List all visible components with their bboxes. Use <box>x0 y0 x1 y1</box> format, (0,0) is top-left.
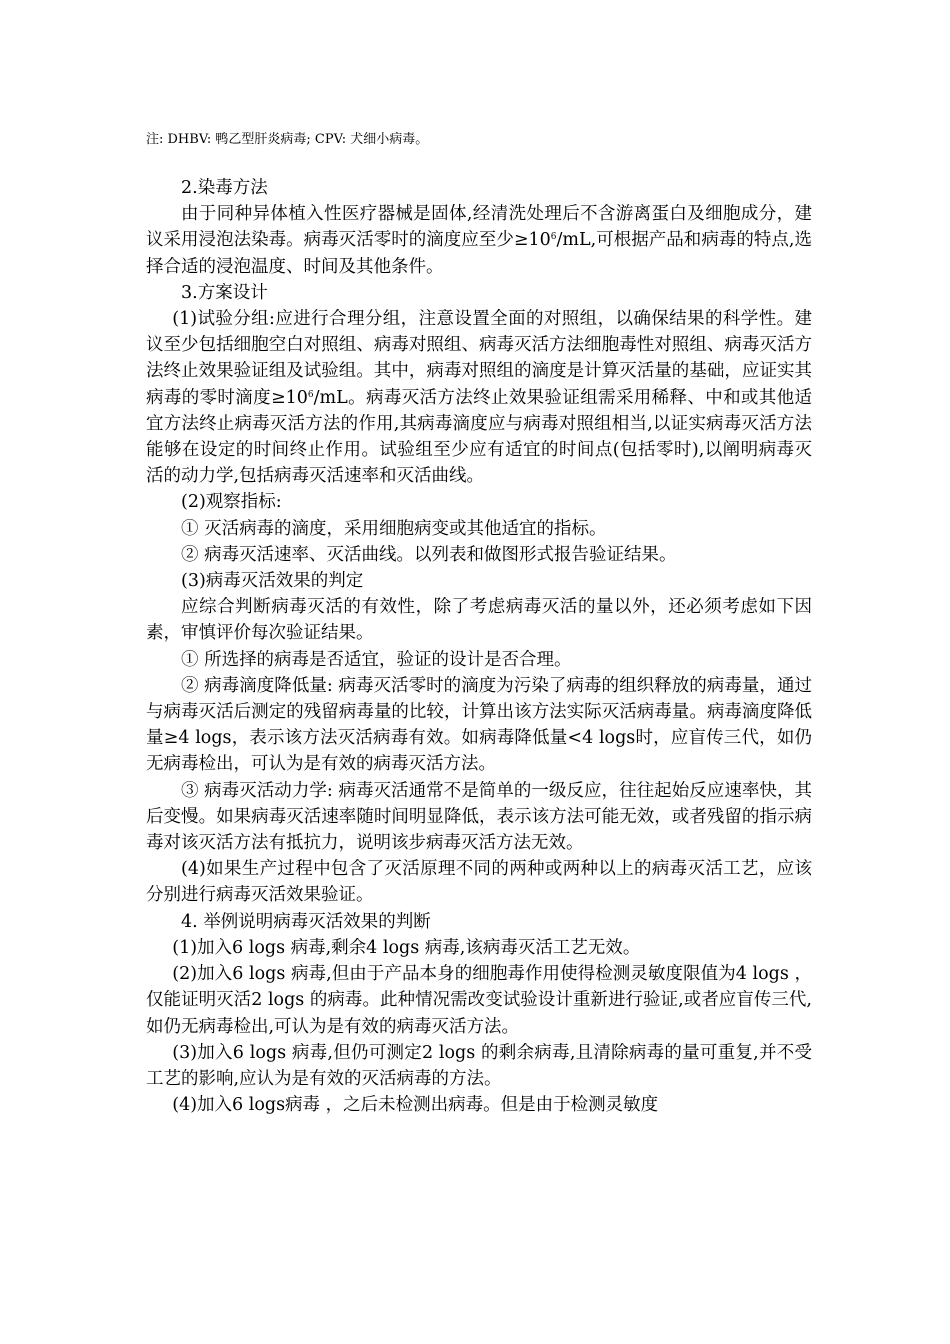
section-4-item-3: (3)加入6 logs 病毒,但仍可测定2 logs 的剩余病毒,且清除病毒的量可重复,并不受工艺的影响,应认为是有效的灭活病毒的方法。 <box>146 1042 812 1089</box>
section-3-title: 3.方案设计 <box>181 282 268 303</box>
section-3-2-title: (2)观察指标: <box>181 492 282 513</box>
section-4-title: 4. 举例说明病毒灭活效果的判断 <box>181 911 431 932</box>
section-4-item-4: (4)加入6 logs病毒 ，之后未检测出病毒。但是由于检测灵敏度 <box>172 1095 659 1116</box>
section-3-1-paragraph <box>146 306 812 489</box>
section-2-text-b: /mL,可根据产品和病毒的特点,选择合适的浸泡温度、时间及其他条件。 <box>146 230 812 277</box>
table-footnote: 注: DHBV: 鸭乙型肝炎病毒; CPV: 犬细小病毒。 <box>146 132 429 147</box>
section-3-1-superscript: 6 <box>307 389 314 400</box>
section-2-paragraph <box>146 201 812 280</box>
section-4-item-1: (1)加入6 logs 病毒,剩余4 logs 病毒,该病毒灭活工艺无效。 <box>172 937 641 958</box>
section-3-3-paragraph: 应综合判断病毒灭活的有效性，除了考虑病毒灭活的量以外，还必须考虑如下因素，审慎评价每次验证结果。 <box>146 597 812 644</box>
section-3-1-text-a: (1)试验分组:应进行合理分组，注意设置全面的对照组，以确保结果的科学性。建议至少包括细胞空白对照组、病毒对照组、病毒灭活方法细胞毒性对照组、病毒灭活方法终止效果验证组及试验组。其中，病毒对照组的滴度是计算灭活量的基础，应证实其病毒的零时滴度≥10 <box>146 309 812 408</box>
section-2-superscript: 6 <box>550 232 557 243</box>
section-3-1-text-b: /mL。病毒灭活方法终止效果验证组需采用稀释、中和或其他适宜方法终止病毒灭活方法的作用,其病毒滴度应与病毒对照组相当,以证实病毒灭活方法能够在设定的时间终止作用。试验组至少应有适宜的时间点(包括零时),以阐明病毒灭活的动力学,包括病毒灭活速率和灭活曲线。 <box>146 387 812 487</box>
section-3-3-item-1: ① 所选择的病毒是否适宜，验证的设计是否合理。 <box>181 649 572 670</box>
section-4-item-2: (2)加入6 logs 病毒,但由于产品本身的细胞毒作用使得检测灵敏度限值为4 logs ，仅能证明灭活2 logs 的病毒。此种情况需改变试验设计重新进行验证,或者应盲传三代,如仍无病毒检出,可认为是有效的病毒灭活方法。 <box>146 964 812 1037</box>
document-body <box>146 175 812 1118</box>
section-2-text-a: 由于同种异体植入性医疗器械是固体,经清洗处理后不含游离蛋白及细胞成分，建议采用浸泡法染毒。病毒灭活零时的滴度应至少≥10 <box>146 204 812 251</box>
section-3-3-title: (3)病毒灭活效果的判定 <box>181 571 364 592</box>
section-3-2-item-2: ② 病毒灭活速率、灭活曲线。以列表和做图形式报告验证结果。 <box>181 544 677 565</box>
section-3-4-paragraph: (4)如果生产过程中包含了灭活原理不同的两种或两种以上的病毒灭活工艺，应该分别进行病毒灭活效果验证。 <box>146 859 812 906</box>
section-3-3-item-3: ③ 病毒灭活动力学: 病毒灭活通常不是简单的一级反应，往往起始反应速率快，其后变慢。如果病毒灭活速率随时间明显降低，表示该方法可能无效，或者残留的指示病毒对该灭活方法有抵抗力，说明该步病毒灭活方法无效。 <box>146 780 812 854</box>
section-3-3-item-2: ② 病毒滴度降低量: 病毒灭活零时的滴度为污染了病毒的组织释放的病毒量，通过与病毒灭活后测定的残留病毒量的比较，计算出该方法实际灭活病毒量。病毒滴度降低量≥4 logs，表示该方法灭活病毒有效。如病毒降低量<4 logs时，应盲传三代，如仍无病毒检出，可认为是有效的病毒灭活方法。 <box>146 675 812 775</box>
section-2-title: 2.染毒方法 <box>181 178 268 198</box>
section-3-2-item-1: ① 灭活病毒的滴度，采用细胞病变或其他适宜的指标。 <box>181 518 607 539</box>
